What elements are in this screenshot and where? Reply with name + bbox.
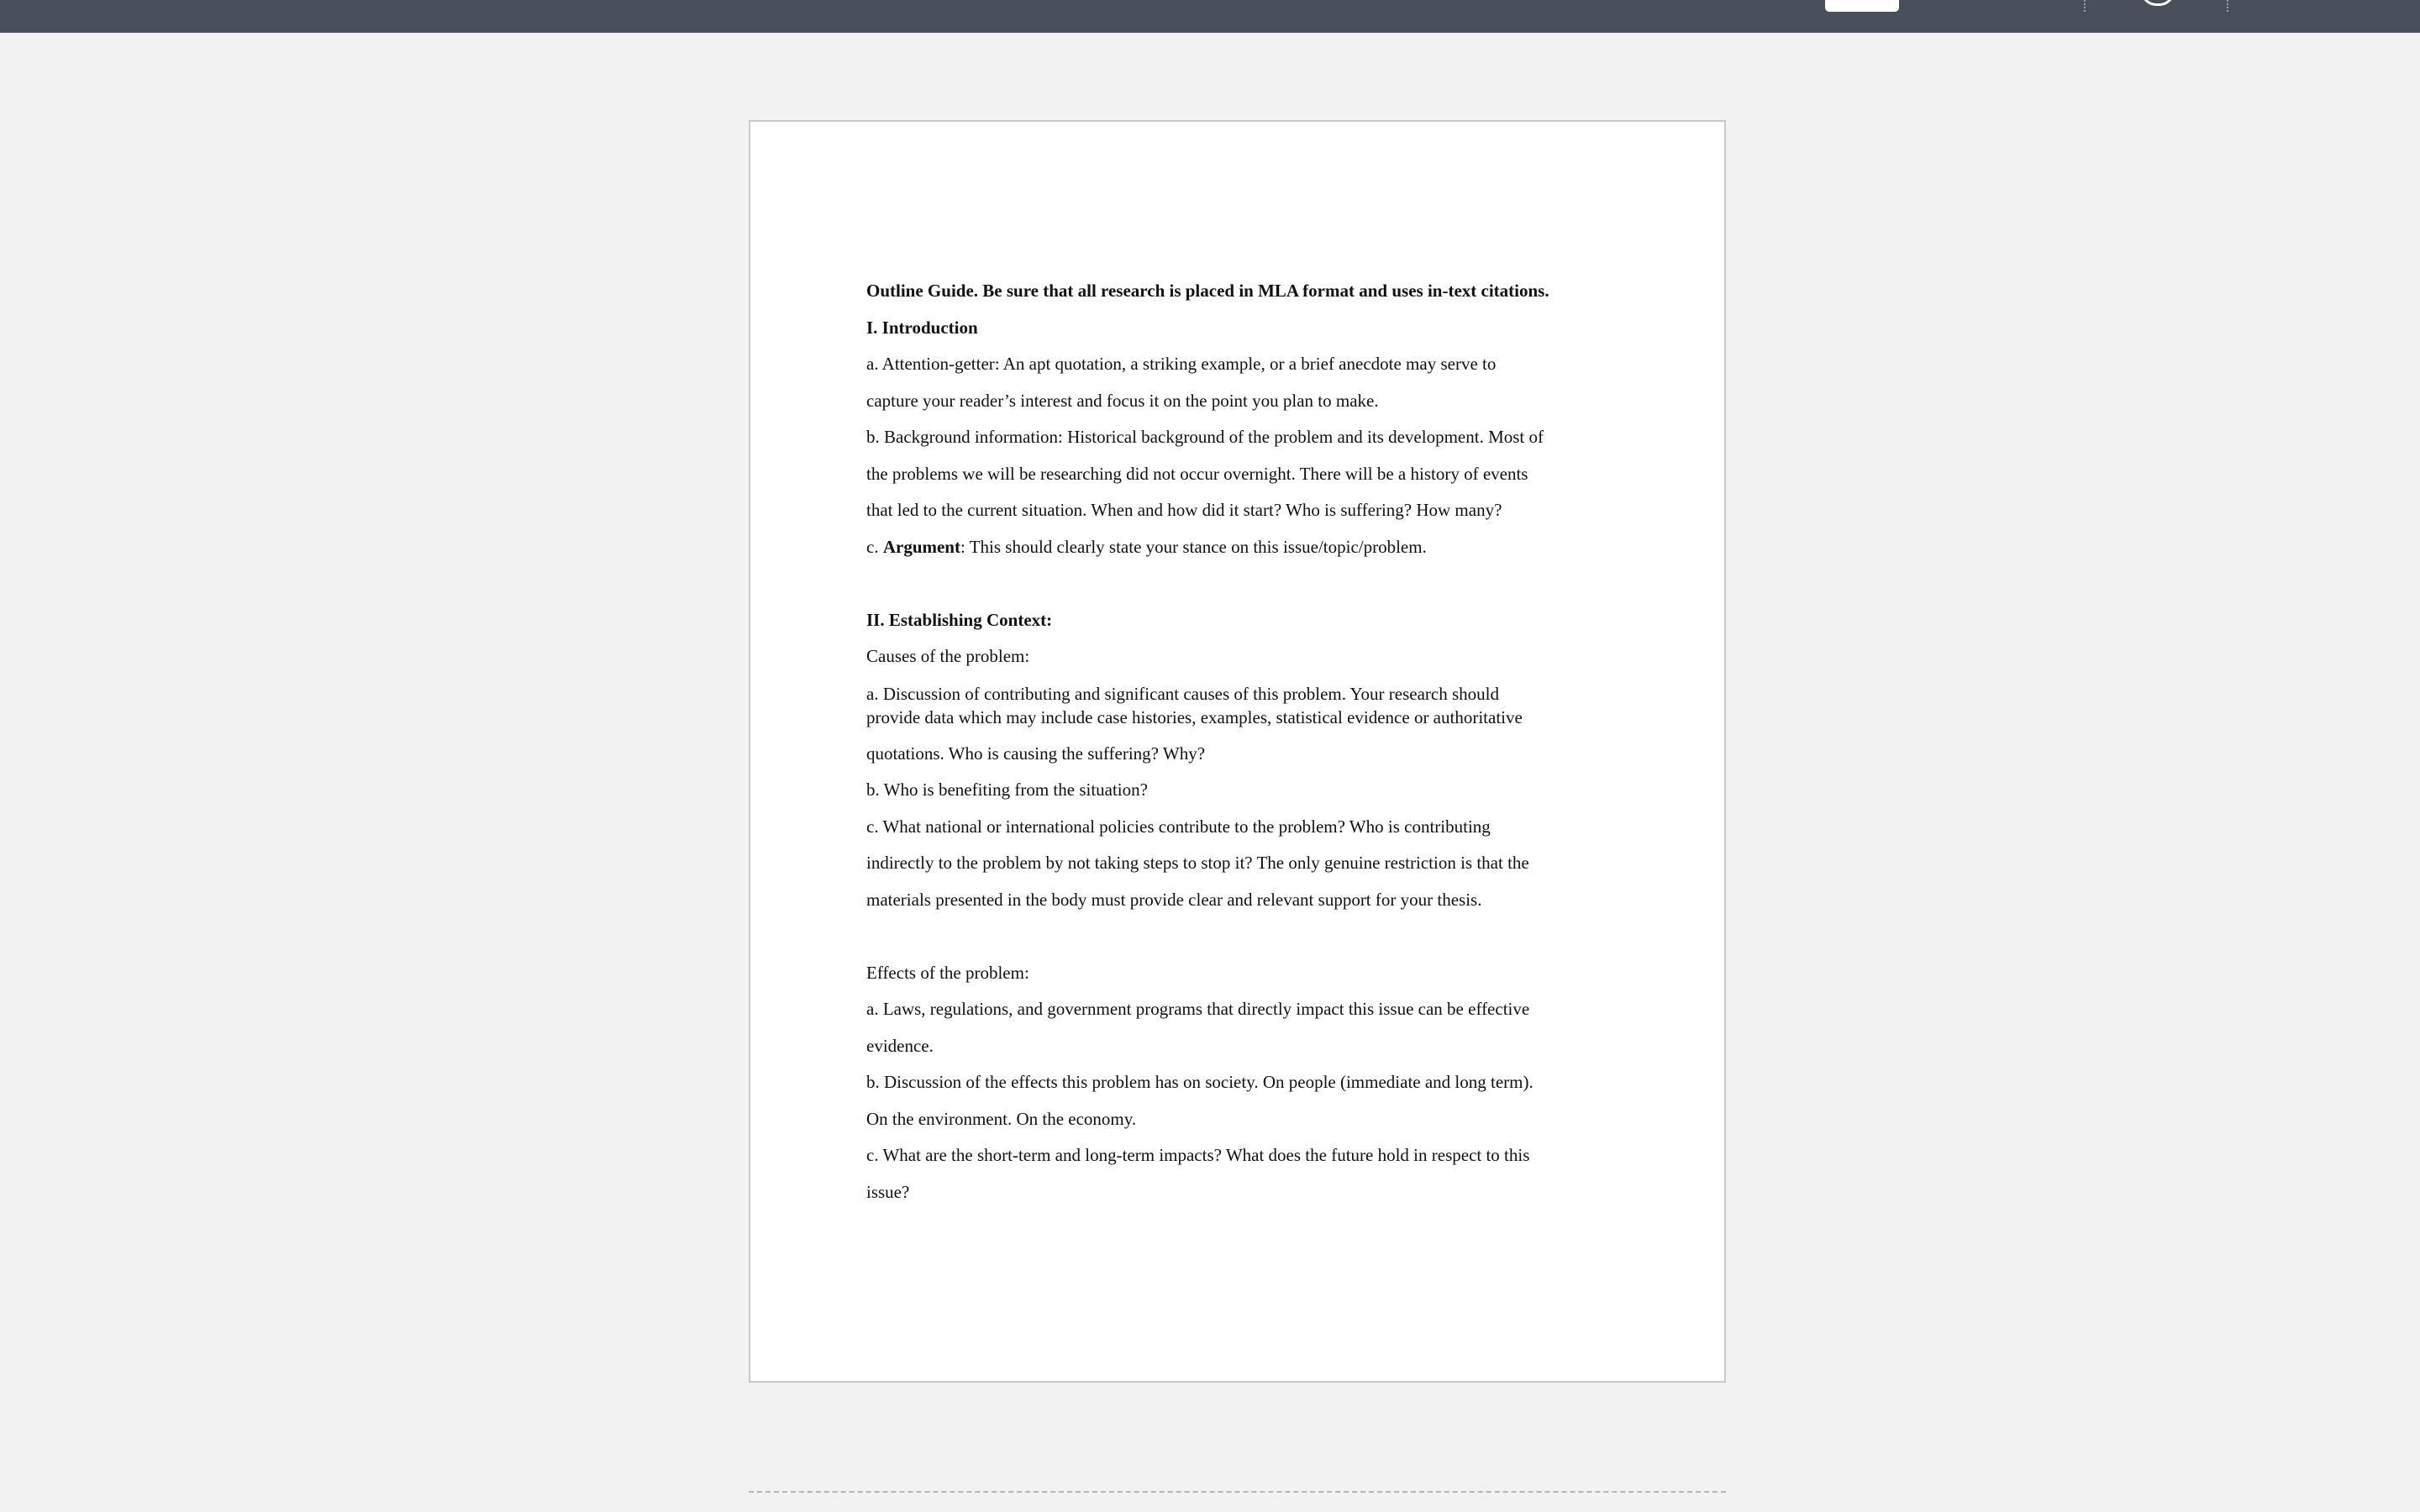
toolbar-tab-button[interactable] (1825, 0, 1899, 12)
viewer-toolbar (0, 0, 2420, 33)
paragraph-line: that led to the current situation. When and how did it start? Who is suffering? How many? (866, 500, 1502, 520)
spacer (866, 565, 1623, 602)
argument-text: : This should clearly state your stance on this issue/topic/problem. (960, 536, 1427, 557)
argument-line (866, 529, 1623, 566)
paragraph-line: a. Laws, regulations, and government programs that directly impact this issue can be effective (866, 999, 1530, 1019)
paragraph-line: c. What national or international policies contribute to the problem? Who is contributing (866, 816, 1491, 837)
paragraph-line: provide data which may include case histories, examples, statistical evidence or authoritative (866, 706, 1523, 727)
document-page (749, 120, 1726, 1383)
subsection-title-effects: Effects of the problem: (866, 962, 1029, 983)
paragraph-line: a. Attention-getter: An apt quotation, a striking example, or a brief anecdote may serve to (866, 354, 1497, 374)
paragraph-line: the problems we will be researching did not occur overnight. There will be a history of events (866, 463, 1528, 484)
causes-a-block (866, 675, 1623, 736)
toolbar-divider (2084, 0, 2086, 12)
spacer (866, 918, 1623, 955)
paragraph-line: materials presented in the body must provide clear and relevant support for your thesis. (866, 889, 1482, 910)
page-content (866, 273, 1623, 1210)
section-title-context: II. Establishing Context: (866, 609, 1053, 630)
circle-icon[interactable] (2141, 0, 2175, 6)
paragraph-line: indirectly to the problem by not taking steps to stop it? The only genuine restriction is that the (866, 853, 1529, 873)
paragraph-line: issue? (866, 1181, 910, 1202)
paragraph-line: a. Discussion of contributing and significant causes of this problem. Your research should (866, 683, 1499, 704)
paragraph-line: c. What are the short-term and long-term impacts? What does the future hold in respect to this (866, 1145, 1530, 1165)
subsection-title-causes: Causes of the problem: (866, 646, 1030, 666)
argument-label: Argument (882, 536, 960, 557)
paragraph-line: On the environment. On the economy. (866, 1108, 1137, 1129)
outline-heading: Outline Guide. Be sure that all research is placed in MLA format and uses in-text citations. (866, 281, 1549, 301)
next-page-boundary (749, 1491, 1726, 1493)
section-title-introduction: I. Introduction (866, 317, 978, 338)
argument-prefix: c. (866, 536, 883, 557)
paragraph-line: capture your reader’s interest and focus it on the point you plan to make. (866, 390, 1379, 411)
paragraph-line: evidence. (866, 1035, 934, 1056)
paragraph-line: b. Discussion of the effects this problem has on society. On people (immediate and long term). (866, 1072, 1534, 1092)
paragraph-line: b. Background information: Historical background of the problem and its development. Most of (866, 427, 1544, 447)
toolbar-divider (2227, 0, 2228, 12)
paragraph-line: b. Who is benefiting from the situation? (866, 780, 1148, 800)
paragraph-line: quotations. Who is causing the suffering? Why? (866, 743, 1206, 764)
